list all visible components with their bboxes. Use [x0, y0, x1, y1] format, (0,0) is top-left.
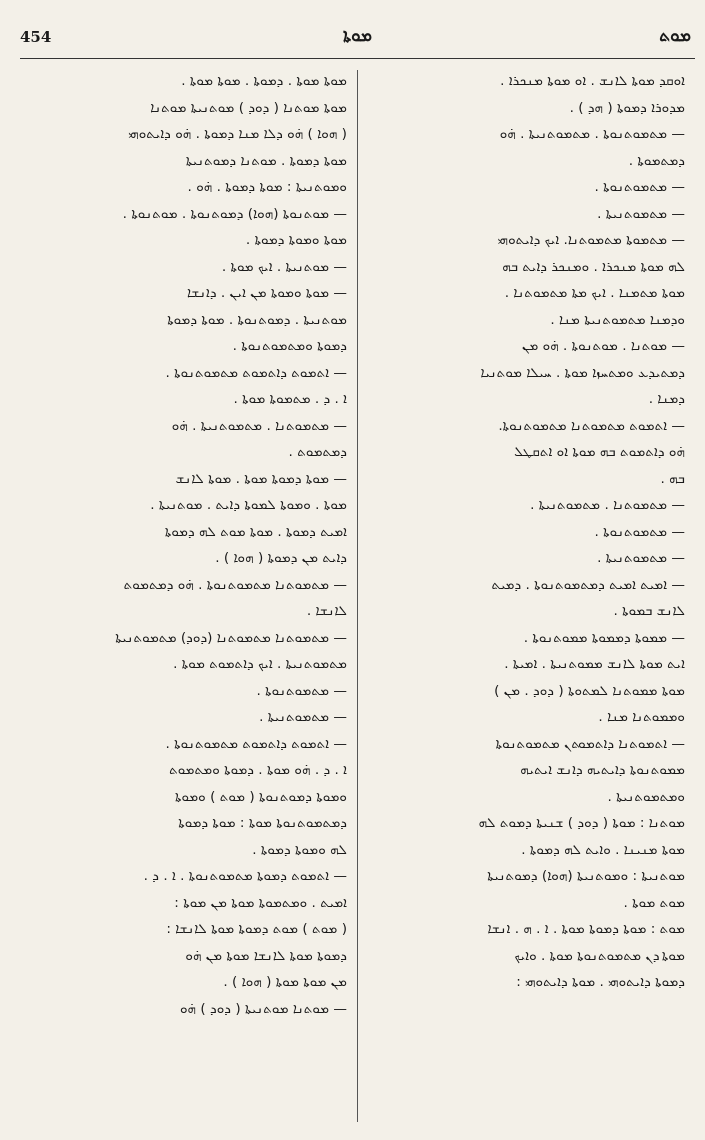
- header-rule: [20, 58, 695, 59]
- dictionary-line: ܕܡܬܡܘܬܢܘܬܐ ܡܘܬܐ : ܡܘܬܐ ܕܡܘܬܐ: [178, 815, 347, 831]
- dictionary-line: — ܡܬܡܘܬܢܘܬܐ .: [594, 179, 685, 195]
- dictionary-line: ܡܡܘܬܢܘܬܐ ܕܐܝܬܝܗ ܕܐܢܫ ܐܝܬܝܗ: [520, 762, 685, 778]
- dictionary-line: — ܡܬܡܘܬܐ ܡܬܡܘܬܢܐ. ܐܝܟ ܕܐܝܬܘܗܝ: [497, 232, 685, 248]
- dictionary-line: — ܡܬܡܘܬܢܝܬܐ .: [597, 550, 685, 566]
- dictionary-line: ܕܡܘܬܐ ܘܡܬܡܘܬܢܘܬܐ .: [232, 338, 347, 354]
- dictionary-line: ( ܡܘܬ ) ܡܘܬ ܕܡܘܬܐ ܡܘܬܐ ܠܐܢܫܐ :: [166, 921, 347, 937]
- dictionary-line: ܡܘܬ : ܡܘܬܐ ܕܡܘܬܐ ܡܘܬܐ . ܐ . ܗ . ܐܢܫܐ: [487, 921, 685, 937]
- dictionary-line: — ܡܘܬܐ ܘܡܘܬܐ ܡܢ ܐܝܢ . ܕܐܢܫܐ: [187, 285, 347, 301]
- dictionary-line: ܡܘܬܐ ܕܢ ܡܬܡܘܬܢܘܬܐ ܡܘܬܐ . ܘܐܝܟ: [514, 947, 685, 964]
- right-column: [358, 68, 695, 1122]
- dictionary-line: ܡܘܬܐ ܡܢܝܢܐ . ܘܐܝܬ ܠܗ ܕܡܘܬܐ .: [521, 841, 685, 858]
- dictionary-line: — ܐܡܝܬ ܐܡܝܬ ܕܡܬܡܘܬܢܘܬܐ . ܕܡܝܬ: [491, 576, 685, 593]
- dictionary-line: ܡܘܬܐ ܡܬܡܢܐ . ܐܝܟ ܡܬܐ ܡܬܡܘܬܢܐ .: [504, 285, 685, 301]
- running-head-right-word: ܡܘܬ: [659, 26, 691, 46]
- dictionary-line: ܕܡܘܬܐ ܕܐܝܬܘܗܝ . ܡܘܬܐ ܕܐܝܬܘܗܝ :: [516, 974, 685, 990]
- dictionary-line: ܐ . ܕ . ܡܬܡܘܬܐ ܡܘܬܐ .: [233, 391, 347, 407]
- dictionary-line: — ܐܬܡܘܬ ܕܐܬܡܘܬ ܡܬܡܘܬܢܘܬܐ .: [165, 735, 347, 752]
- dictionary-line: ܕܡܬܡܘܬ .: [288, 444, 347, 460]
- dictionary-line: ܘܡܬܡܘܬܢܝܬܐ .: [607, 788, 685, 805]
- dictionary-line: ܘܕܡܢܐ ܡܬܡܘܬܢܝܬܐ ܡܢܐ .: [550, 311, 685, 328]
- dictionary-line: — ܐܬܡܘܬܢܐ ܕܐܬܡܘܬܢ ܡܬܡܘܬܢܘܬܐ: [495, 735, 685, 752]
- dictionary-line: ܘܡܘܬܢܝܬܐ : ܡܘܬܐ ܕܡܘܬܐ . ܗ̇ܘ .: [187, 179, 347, 195]
- dictionary-line: — ܡܬܡܘܬܢܝܬܐ .: [597, 205, 685, 222]
- dictionary-line: ܡܘܬܐ ܕܡܘܬܐ . ܡܘܬܢܐ ܕܡܘܬܢܝܬܐ: [185, 152, 347, 169]
- running-head-center-word: ܡܘܬܐ: [343, 26, 372, 46]
- dictionary-line: ܡܬܡܘܬܢܝܬܐ . ܐܝܟ ܕܐܬܡܘܬ ܡܘܬܐ .: [173, 656, 347, 672]
- dictionary-line: ܠܗ ܘܡܘܬܐ ܕܡܘܬܐ .: [252, 841, 347, 858]
- dictionary-line: ܘܡܡܘܬܢܐ ܡܢܐ .: [598, 709, 685, 725]
- dictionary-line: — ܡܬܡܘܬܢܐ . ܡܬܡܘܬܢܝܬܐ .: [530, 497, 685, 513]
- dictionary-page: [20, 22, 695, 1122]
- dictionary-line: ܐ . ܕ . ܗ̇ܘ ܡܘܬܐ . ܕܡܘܬܐ ܘܡܬܡܘܬ: [169, 762, 347, 778]
- dictionary-line: ܡܘܬܐ ܡܘܬܐ . ܕܡܘܬܐ . ܡܘܬܐ ܡܘܬܐ .: [181, 73, 347, 89]
- dictionary-line: ܐܡܝܬ ܕܡܘܬܐ . ܡܘܬܐ ܡܘܬ ܠܗ ܕܡܘܬܐ: [164, 523, 347, 540]
- dictionary-line: — ܐܬܡܘܬ ܕܐܬܡܘܬ ܡܬܡܘܬܢܘܬܐ .: [165, 364, 347, 381]
- two-column-body: [20, 68, 695, 1122]
- dictionary-line: — ܡܬܡܘܬܢܐ ܡܬܡܘܬܢܘܬܐ . ܗ̇ܘ ܕܡܬܡܘܬ: [123, 576, 347, 593]
- dictionary-line: ܠܐܢܫ ܒܡܘܬܐ .: [613, 603, 685, 619]
- dictionary-line: ܡܢ ܡܘܬܐ ܡܘܬܐ ( ܗܘܐ ) .: [223, 974, 347, 990]
- dictionary-line: — ܡܬܡܘܬܢܐ ܡܬܡܘܬܢܐ (ܕܘܕ) ܡܬܡܘܬܢܝܬܐ: [115, 629, 347, 646]
- dictionary-line: — ܡܬܡܘܬܢܝܬܐ .: [259, 709, 347, 725]
- dictionary-line: ܠܐܢܫܐ .: [306, 603, 347, 619]
- dictionary-line: ܡܕܘܪܐ ܕܡܘܬܐ ( ܗܕ ) .: [569, 99, 685, 116]
- dictionary-line: ܐܝܬ ܡܘܬܐ ܠܐܢܫ ܡܡܘܬܢܝܬܐ . ܐܡܝܬܐ .: [504, 656, 685, 672]
- dictionary-line: ( ܗܘܐ ) ܗ̇ܘ ܕܠܐ ܡܢܐ ܕܡܘܬܐ . ܗ̇ܘ ܕܐܝܬܘܗܝ: [128, 126, 347, 142]
- left-column: [20, 68, 357, 1122]
- dictionary-line: ܡܘܬܐ . ܘܡܘܬܐ ܠܡܘܬܐ ܕܐܝܬ . ܡܘܬܢܝܬܐ .: [150, 497, 347, 513]
- dictionary-line: — ܡܬܡܘܬܢܘܬܐ .: [594, 523, 685, 540]
- dictionary-line: — ܐܬܡܘܬ ܡܬܡܘܬܢܐ ܡܬܡܘܬܢܘܬܐ.: [498, 417, 685, 434]
- dictionary-line: ܘܡܘܬܐ ܕܡܘܬܢܘܬܐ ( ܡܘܬ ) ܘܡܘܬܐ: [175, 788, 347, 805]
- dictionary-line: ܕܡܢܐ .: [648, 391, 685, 407]
- dictionary-line: — ܡܬܡܘܬܢܘܬܐ .: [256, 682, 347, 699]
- dictionary-line: ܗ̇ܘ ܕܐܬܡܘܬ ܒܗ ܡܘܬܐ ܐܘ ܐܬܩܛܠ: [514, 444, 685, 460]
- dictionary-line: — ܡܘܬܢܐ . ܡܘܬܢܘܬܐ . ܗ̇ܘ ܡܢ: [522, 338, 685, 354]
- dictionary-line: ܡܘܬܐ ܡܡܘܬܢܐ ܠܡܬܘܬܐ ( ܕܘܕ . ܡܢ ): [494, 682, 685, 699]
- dictionary-line: ܡܘܬܢܝܬܐ : ܘܡܘܬܢܝܬܐ (ܗܘܐ) ܕܡܘܬܢܝܬܐ: [487, 868, 685, 884]
- dictionary-line: — ܡܘܬܢܐ ܡܘܬܢܝܬܐ ( ܕܘܕ ) ܗ̇ܘ: [179, 1000, 347, 1017]
- dictionary-line: — ܐܬܡܘܬ ܕܡܘܬܐ ܡܬܡܘܬܢܘܬܐ . ܐ . ܕ .: [143, 868, 347, 884]
- dictionary-line: ܒܗ .: [660, 470, 685, 487]
- dictionary-line: ܡܘܬ ܡܘܬܐ .: [623, 894, 685, 911]
- dictionary-line: ܡܘܬܢܐ : ܡܘܬܐ ( ܕܘܕ ) ܫܢܝܬܐ ܕܡܘܬ ܠܗ: [478, 815, 685, 831]
- dictionary-line: ܕܐܝܬ ܡܢ ܕܡܘܬܐ ( ܗܘܐ ) .: [215, 550, 347, 566]
- running-head: [20, 22, 695, 58]
- dictionary-line: ܡܘܬܐ ܘܡܘܬܐ ܕܡܘܬܐ .: [245, 232, 347, 248]
- dictionary-line: — ܡܘܬܐ ܕܡܘܬܐ ܡܘܬܐ . ܡܘܬܐ ܠܐܢܫ: [175, 470, 347, 487]
- dictionary-line: ܕܡܘܬܐ ܡܘܬܐ ܠܐܢܫܐ ܡܘܬܐ ܡܢ ܗ̇ܘ: [185, 947, 347, 964]
- dictionary-line: ܐܘܩܕ ܡܘܬܐ ܠܐܢܫ . ܐܘ ܡܘܬܐ ܡܢܟܪܐ .: [500, 73, 685, 89]
- dictionary-line: ܐܡܝܬ . ܘܡܬܡܘܬܐ ܡܘܬܐ ܡܢ ܡܘܬܐ :: [174, 894, 347, 911]
- dictionary-line: ܕܡܬܝܕܥ ܘܡܬܚܙܐ ܡܘܬܐ . ܚܝܠܐ ܡܘܬܢܝܐ: [480, 364, 685, 381]
- dictionary-line: — ܡܘܬܢܘܬܐ (ܗܘܐ) ܕܡܘܬܢܘܬܐ . ܡܘܬܢܘܬܐ .: [122, 205, 347, 222]
- dictionary-line: ܠܗ ܡܘܬܐ ܡܢܟܪܐ . ܘܡܢܟܪ ܕܐܝܬ ܒܗ: [502, 258, 685, 275]
- dictionary-line: ܡܘܬܐ ܡܘܬܢܐ ( ܕܘܕ ) ܡܘܬܢܝܬܐ ܡܘܬܢܐ: [150, 99, 347, 116]
- dictionary-line: — ܡܡܘܬܐ ܕܡܡܘܬܐ ܡܡܘܬܢܘܬܐ .: [523, 629, 685, 646]
- dictionary-line: — ܡܬܡܘܬܢܐ . ܡܬܡܘܬܢܝܬܐ . ܗ̇ܘ: [171, 417, 347, 434]
- page-number: 454: [20, 28, 52, 46]
- dictionary-line: — ܡܘܬܢܝܬܐ . ܐܝܟ ܡܘܬܐ .: [221, 258, 347, 275]
- dictionary-line: ܕܡܬܡܘܬܐ .: [628, 152, 685, 169]
- dictionary-line: ܡܘܬܢܝܬܐ . ܕܡܘܬܢܘܬܐ . ܡܘܬܐ ܕܡܘܬܐ: [167, 311, 347, 328]
- dictionary-line: — ܡܬܡܘܬܢܘܬܐ . ܡܬܡܘܬܢܝܬܐ . ܗ̇ܘ: [499, 126, 685, 142]
